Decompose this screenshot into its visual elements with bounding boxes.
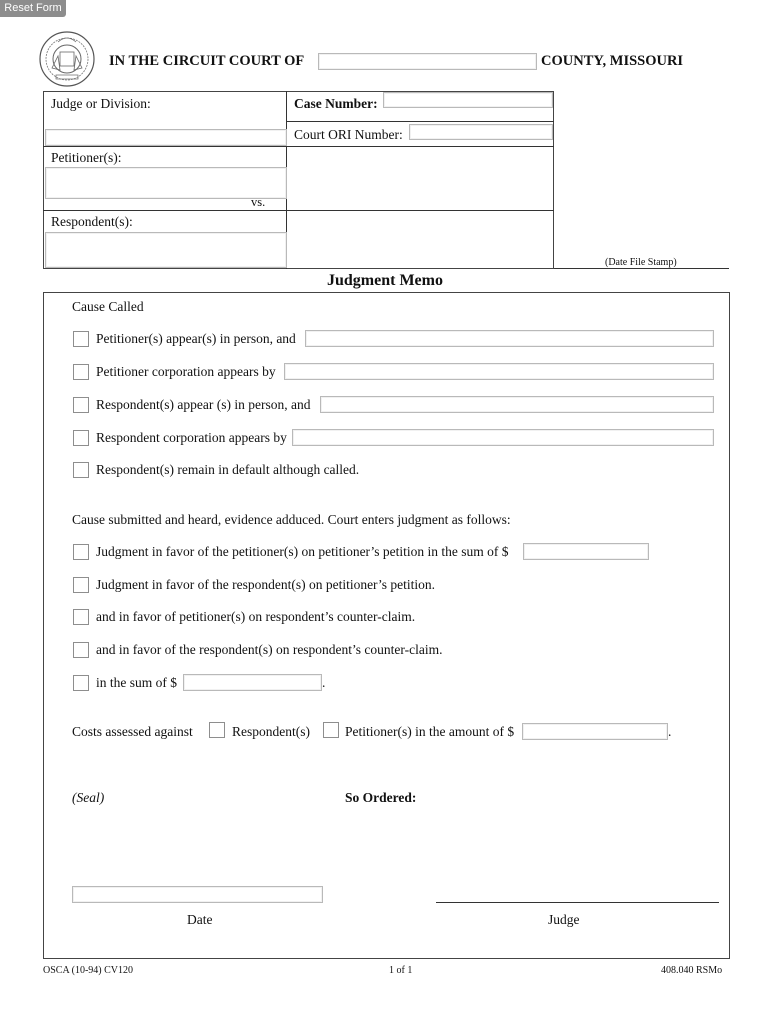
counterclaim-respondent-checkbox[interactable] xyxy=(73,642,89,658)
seal-label: (Seal) xyxy=(72,790,105,805)
respondent-corp-label: Respondent corporation appears by xyxy=(96,430,287,445)
respondent-default-checkbox[interactable] xyxy=(73,462,89,478)
statute-reference: 408.040 RSMo xyxy=(661,965,723,976)
missouri-seal-icon xyxy=(38,30,96,88)
judge-label: Judge xyxy=(548,912,580,927)
petitioner-corp-input[interactable] xyxy=(284,363,714,380)
respondent-label: Respondent(s): xyxy=(51,214,133,229)
respondent-appears-input[interactable] xyxy=(320,396,714,413)
judgment-respondent-label: Judgment in favor of the respondent(s) on petitioner’s petition. xyxy=(96,577,436,592)
form-id: OSCA (10-94) CV120 xyxy=(43,965,134,976)
case-box-rule-3 xyxy=(43,210,554,211)
judgment-petitioner-amount-input[interactable] xyxy=(523,543,649,560)
form-title: Judgment Memo xyxy=(327,272,443,289)
page-number: 1 of 1 xyxy=(389,965,413,976)
court-ori-input[interactable] xyxy=(409,124,553,140)
judgment-respondent-checkbox[interactable] xyxy=(73,577,89,593)
cause-called-heading: Cause Called xyxy=(72,299,144,314)
costs-label: Costs assessed against xyxy=(72,724,193,739)
court-ori-label: Court ORI Number: xyxy=(294,127,403,142)
respondent-appears-checkbox[interactable] xyxy=(73,397,89,413)
counterclaim-petitioner-label: and in favor of petitioner(s) on respondent’s counter-claim. xyxy=(96,609,416,624)
case-number-label: Case Number: xyxy=(294,96,378,111)
judgment-petitioner-checkbox[interactable] xyxy=(73,544,89,560)
respondent-default-label: Respondent(s) remain in default although called. xyxy=(96,462,360,477)
costs-period: . xyxy=(668,724,672,739)
so-ordered-label: So Ordered: xyxy=(345,790,417,805)
petitioner-label: Petitioner(s): xyxy=(51,150,122,165)
costs-amount-input[interactable] xyxy=(522,723,668,740)
date-input[interactable] xyxy=(72,886,323,903)
date-file-stamp-label: (Date File Stamp) xyxy=(605,257,677,268)
sum-checkbox[interactable] xyxy=(73,675,89,691)
sum-amount-input[interactable] xyxy=(183,674,322,691)
petitioner-corp-label: Petitioner corporation appears by xyxy=(96,364,276,379)
petitioner-appears-input[interactable] xyxy=(305,330,714,347)
costs-petitioner-label: Petitioner(s) in the amount of $ xyxy=(345,724,515,739)
respondent-input[interactable] xyxy=(45,232,287,268)
respondent-corp-input[interactable] xyxy=(292,429,714,446)
petitioner-corp-checkbox[interactable] xyxy=(73,364,89,380)
case-box-rule-left-1 xyxy=(43,146,286,147)
judgment-heading: Cause submitted and heard, evidence adduced. Court enters judgment as follows: xyxy=(72,512,511,527)
respondent-appears-label: Respondent(s) appear (s) in person, and xyxy=(96,397,311,412)
sum-period: . xyxy=(322,675,326,690)
respondent-corp-checkbox[interactable] xyxy=(73,430,89,446)
court-title-suffix: COUNTY, MISSOURI xyxy=(541,53,684,69)
costs-respondent-label: Respondent(s) xyxy=(232,724,310,739)
judge-label: Judge or Division: xyxy=(51,96,151,111)
sum-label: in the sum of $ xyxy=(96,675,177,690)
judgment-petitioner-label: Judgment in favor of the petitioner(s) on petitioner’s petition in the sum of $ xyxy=(96,544,509,559)
judge-input[interactable] xyxy=(45,129,287,146)
counterclaim-respondent-label: and in favor of the respondent(s) on respondent’s counter-claim. xyxy=(96,642,443,657)
case-box-rule-2 xyxy=(286,146,554,147)
file-stamp-rule xyxy=(554,268,729,269)
counterclaim-petitioner-checkbox[interactable] xyxy=(73,609,89,625)
costs-petitioner-checkbox[interactable] xyxy=(323,722,339,738)
judge-signature-line xyxy=(436,902,719,903)
county-input[interactable] xyxy=(318,53,537,70)
petitioner-appears-checkbox[interactable] xyxy=(73,331,89,347)
court-title-prefix: IN THE CIRCUIT COURT OF xyxy=(109,53,305,69)
reset-form-button[interactable]: Reset Form xyxy=(0,0,66,17)
date-label: Date xyxy=(187,912,213,927)
costs-respondent-checkbox[interactable] xyxy=(209,722,225,738)
petitioner-appears-label: Petitioner(s) appear(s) in person, and xyxy=(96,331,296,346)
case-number-input[interactable] xyxy=(383,92,553,108)
case-box-rule-1 xyxy=(286,121,554,122)
vs-label: vs. xyxy=(251,195,266,209)
judgment-box xyxy=(43,292,730,959)
